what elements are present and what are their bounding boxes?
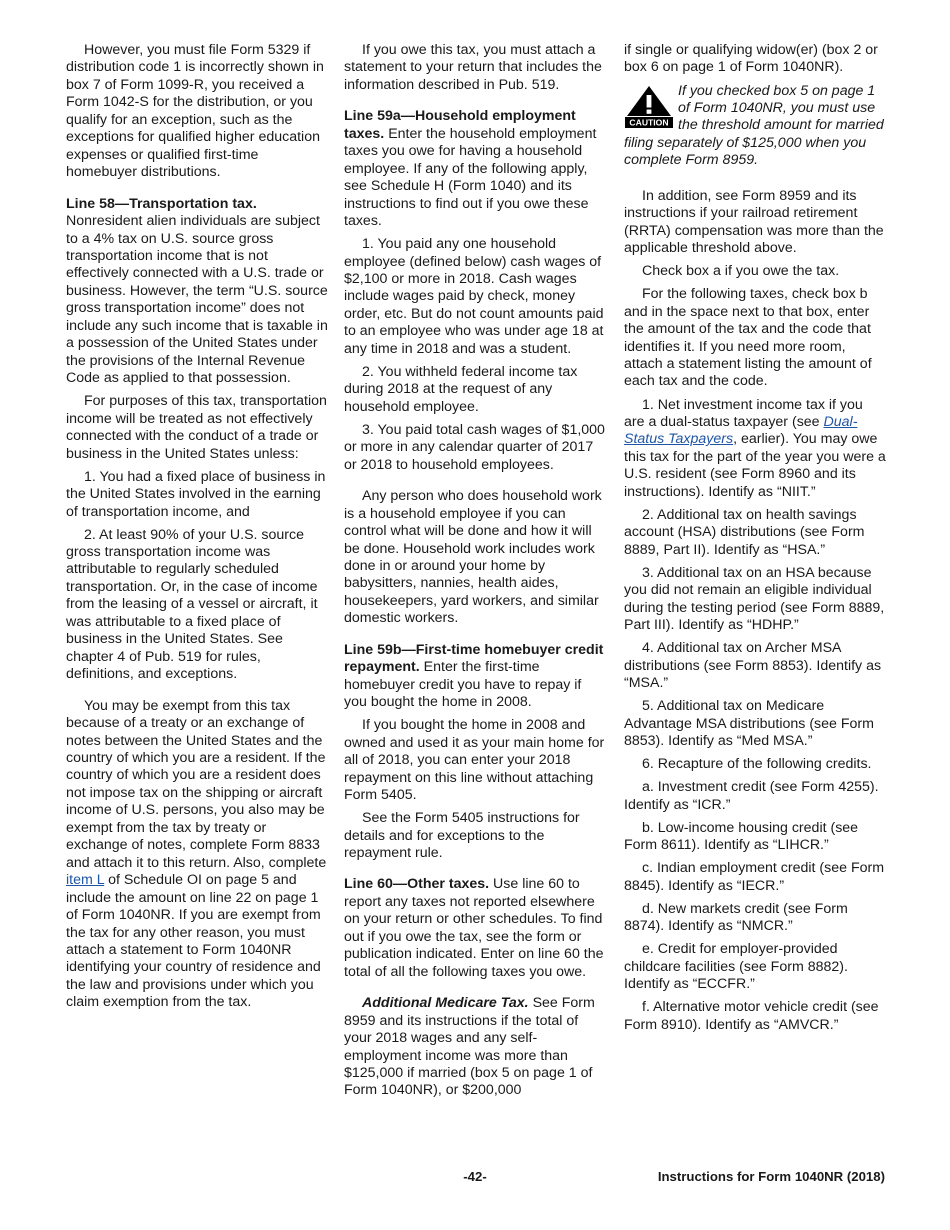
line-58-paragraph [66, 196, 329, 388]
check-box-b-paragraph: For the following taxes, check box b and in the space next to that box, enter the amount of the tax and the code that identifies it. If you need more room, attach a statement listing the amount of each tax and the code. [624, 286, 872, 390]
credit-item-c: c. Indian employment credit (see Form 8845). Identify as “IECR.” [624, 860, 885, 894]
line-60-text: Use line 60 to report any taxes not reported elsewhere on your return or other schedules. To find out if you owe the tax, see the form or publication indicated. Enter on line 60 the total of all the following taxes you owe. [344, 876, 604, 980]
household-item-3: 3. You paid total cash wages of $1,000 or more in any calendar quarter of 2017 or 2018 to household employees. [344, 421, 605, 473]
medicare-text: See Form 8959 and its instructions if the total of your 2018 wages and any self-employment income was more than $125,000 if married (box 5 on page 1 of Form 1040NR), or $200,000 [344, 995, 595, 1099]
line-59a-text: Enter the household employment taxes you owe for having a household employee. If any of the following apply, see Schedule H (Form 1040) and its instructions to find out if you owe these taxes. [344, 125, 597, 230]
credit-item-b: b. Low-income housing credit (see Form 8611). Identify as “LIHCR.” [624, 819, 859, 854]
form-5405-paragraph: See the Form 5405 instructions for details and for exceptions to the repayment rule. [344, 810, 580, 861]
transport-item-2: 2. At least 90% of your U.S. source gross transportation income was attributable to regularly scheduled transportation. Or, in the case of income from the leasing of a vessel or aircraft, it was attributable to a fixed place of business in the United States. See chapter 4 of Pub. 519 for rules, definitions, and exceptions. [66, 526, 318, 683]
credit-item-d: d. New markets credit (see Form 8874). Identify as “NMCR.” [624, 900, 848, 935]
medicare-heading: Additional Medicare Tax. [362, 995, 529, 1012]
household-employee-paragraph: Any person who does household work is a household employee if you can control what will be done and how it will be done. Household work includes work done in or around your home by babysitters, nannies, health aides, housekeepers, yard workers, and similar domestic workers. [344, 488, 602, 627]
line-59b-heading: Line 59b—First-time homebuyer credit repayment. [344, 641, 604, 676]
bought-home-paragraph: If you bought the home in 2008 and owned and used it as your main home for all of 2018, you can enter your 2018 repayment on this line without attaching Form 5405. [344, 717, 605, 804]
line-60-paragraph [344, 876, 606, 981]
line-60-heading: Line 60—Other taxes. [344, 876, 490, 893]
exempt-paragraph [66, 698, 329, 1012]
line-59a-paragraph [344, 108, 606, 230]
item-1-text-part2: , earlier). You may owe this tax for the part of the year you were a U.S. resident (see Form 8960 and its instructions). Identify as “NIIT.” [624, 431, 886, 500]
credit-item-f: f. Alternative motor vehicle credit (see Form 8910). Identify as “AMVCR.” [624, 999, 879, 1033]
line-59a-heading: Line 59a—Household employment taxes. [344, 108, 576, 142]
credit-item-e: e. Credit for employer-provided childcare facilities (see Form 8882). Identify as “ECCFR.” [624, 941, 848, 993]
other-tax-item-3: 3. Additional tax on an HSA because you did not remain an eligible individual during the testing period (see Form 8889, Part III). Identify as “HDHP.” [624, 564, 885, 634]
owe-tax-paragraph: If you owe this tax, you must attach a statement to your return that includes the information described in Pub. 519. [344, 42, 602, 93]
column-left [66, 42, 329, 1017]
exempt-text-part2: of Schedule OI on page 5 and include the amount on line 22 on page 1 of Form 1040NR. If you are exempt from the tax for any other reason, you must attach a statement to Form 1040NR identifying your country of residence and the law and provisions under which you claim exemption from the tax. [66, 872, 321, 1011]
other-tax-item-2: 2. Additional tax on health savings account (HSA) distributions (see Form 8889, Part II). Identify as “HSA.” [624, 506, 865, 558]
continued-paragraph: if single or qualifying widow(er) (box 2 or box 6 on page 1 of Form 1040NR). [624, 42, 878, 76]
other-tax-item-1 [624, 397, 886, 502]
item-1-text-part1: 1. Net investment income tax if you are a dual-status taxpayer (see [624, 396, 863, 430]
line-58-text: Nonresident alien individuals are subject to a 4% tax on U.S. source gross transportation income that is not effectively connected with a U.S. trade or business. However, the term “U.S. source gross transportation income” does not include any such income that is taxable in a possession of the United States under the provisions of the Internal Revenue Code as applied to that possession. [66, 213, 328, 387]
caution-label: CAUTION [629, 117, 669, 128]
rrta-paragraph: In addition, see Form 8959 and its instructions if your railroad retirement (RRTA) compensation was more than the applicable threshold above. [624, 187, 884, 257]
purposes-paragraph: For purposes of this tax, transportation income will be treated as not effectively connected with the conduct of a trade or business in the United States unless: [66, 393, 327, 462]
column-right [624, 42, 886, 1040]
other-tax-item-6: 6. Recapture of the following credits. [642, 756, 872, 773]
check-box-a-paragraph: Check box a if you owe the tax. [642, 263, 840, 280]
caution-text: If you checked box 5 on page 1 of Form 1040NR, you must use the threshold amount for married filing separately of $125,000 when you complete Form 8959. [624, 82, 884, 169]
line-59b-text: Enter the first-time homebuyer credit you have to repay if you bought the home in 2008. [344, 659, 582, 711]
household-item-1: 1. You paid any one household employee (defined below) cash wages of $2,100 or more in 2018. Cash wages include wages paid by check, money order, etc. But do not count amounts paid to an employee who was under age 18 at any time in 2018 and was a student. [344, 236, 604, 357]
column-middle [344, 42, 606, 1105]
caution-box [624, 83, 886, 170]
household-item-2: 2. You withheld federal income tax during 2018 at the request of any household employee. [344, 363, 578, 415]
footer-title: Instructions for Form 1040NR (2018) [657, 1169, 885, 1184]
caution-icon [624, 85, 674, 129]
medicare-paragraph [344, 995, 606, 1100]
line-59b-paragraph [344, 642, 606, 712]
transport-item-1: 1. You had a fixed place of business in the United States involved in the earning of transportation income, and [66, 468, 326, 520]
other-tax-item-5: 5. Additional tax on Medicare Advantage MSA distributions (see Form 8853). Identify as “Med MSA.” [624, 698, 874, 750]
page-number: -42- [463, 1169, 487, 1184]
credit-item-a: a. Investment credit (see Form 4255). Identify as “ICR.” [624, 779, 879, 813]
form-5329-paragraph: However, you must file Form 5329 if distribution code 1 is incorrectly shown in box 7 of Form 1099-R, you received a Form 1042-S for the distribution, or you qualify for an exception, such as the exceptions for qualified higher education expenses or qualified first-time homebuyer distributions. [66, 42, 324, 181]
exempt-text-part1: You may be exempt from this tax because of a treaty or an exchange of notes between the United States and the country of which you are a resident. If the country of which you are a resident does not impose tax on the shipping or aircraft income of U.S. persons, you also may be exempt from the tax by treaty or exchange of notes, complete Form 8833 and attach it to this return. Also, complete [66, 697, 327, 871]
item-l-link[interactable]: item L [66, 872, 105, 889]
dual-status-link[interactable]: Dual-Status Taxpayers [624, 413, 858, 448]
line-58-heading: Line 58—Transportation tax. [66, 195, 257, 212]
other-tax-item-4: 4. Additional tax on Archer MSA distributions (see Form 8853). Identify as “MSA.” [624, 640, 882, 692]
